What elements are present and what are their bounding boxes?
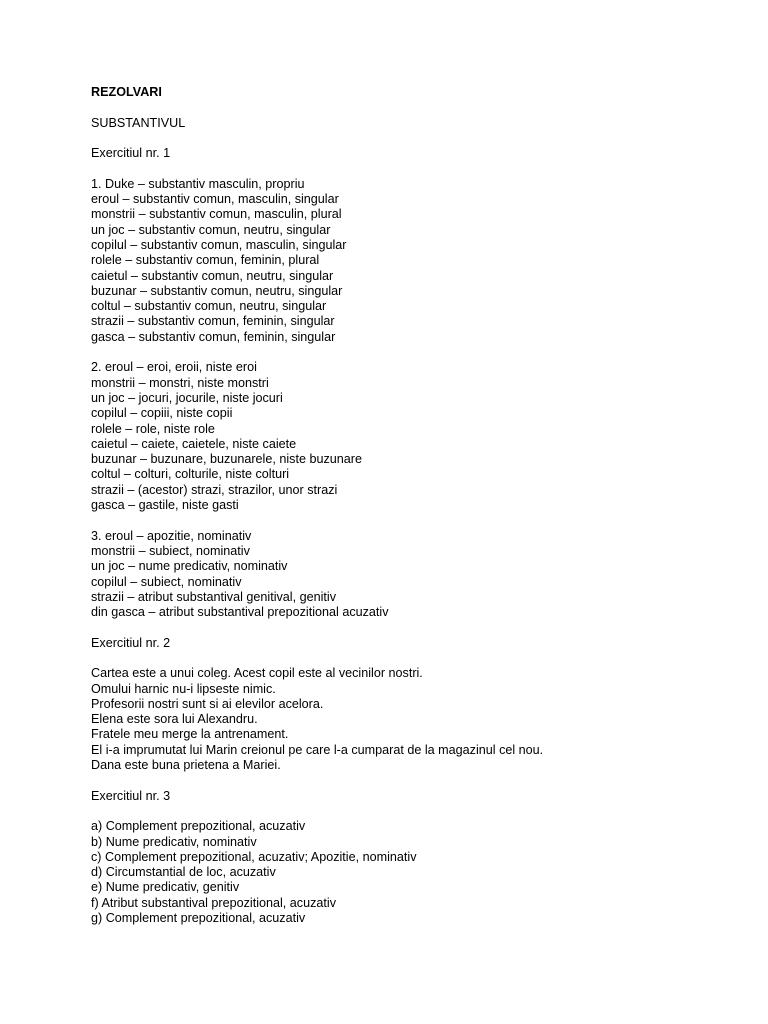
- exercise-2-answers: [91, 666, 751, 773]
- answer-line: Cartea este a unui coleg. Acest copil este al vecinilor nostri.: [91, 666, 423, 681]
- exercise-1-part-3: [91, 529, 751, 621]
- answer-line: caietul – caiete, caietele, niste caiete: [91, 436, 297, 451]
- answer-line: coltul – substantiv comun, neutru, singular: [91, 299, 327, 314]
- answer-line: c) Complement prepozitional, acuzativ; Apozitie, nominativ: [91, 849, 417, 864]
- answer-line: 2. eroul – eroi, eroii, niste eroi: [91, 360, 257, 375]
- answer-line: 1. Duke – substantiv masculin, propriu: [91, 176, 305, 191]
- spacer: [91, 773, 751, 788]
- answer-line: copilul – substantiv comun, masculin, singular: [91, 237, 347, 252]
- section-heading: SUBSTANTIVUL: [91, 115, 186, 130]
- answer-line: caietul – substantiv comun, neutru, singular: [91, 268, 334, 283]
- exercise-3-heading: Exercitiul nr. 3: [91, 788, 171, 803]
- spacer: [91, 131, 751, 146]
- answer-line: Elena este sora lui Alexandru.: [91, 712, 258, 727]
- answer-line: un joc – substantiv comun, neutru, singular: [91, 222, 331, 237]
- answer-line: Fratele meu merge la antrenament.: [91, 727, 289, 742]
- exercise-3-answers: [91, 819, 751, 926]
- exercise-2-heading: Exercitiul nr. 2: [91, 635, 171, 650]
- answer-line: b) Nume predicativ, nominativ: [91, 834, 257, 849]
- answer-line: buzunar – buzunare, buzunarele, niste buzunare: [91, 452, 362, 467]
- answer-line: 3. eroul – apozitie, nominativ: [91, 528, 252, 543]
- document-title: REZOLVARI: [91, 85, 162, 99]
- answer-line: un joc – nume predicativ, nominativ: [91, 559, 288, 574]
- exercise-1-part-2: [91, 360, 751, 513]
- answer-line: strazii – atribut substantival genitival, genitiv: [91, 589, 337, 604]
- answer-line: g) Complement prepozitional, acuzativ: [91, 911, 306, 926]
- spacer: [91, 620, 751, 635]
- answer-line: buzunar – substantiv comun, neutru, singular: [91, 283, 343, 298]
- answer-line: rolele – role, niste role: [91, 421, 215, 436]
- answer-line: rolele – substantiv comun, feminin, plural: [91, 253, 320, 268]
- answer-line: coltul – colturi, colturile, niste colturi: [91, 467, 290, 482]
- exercise-1-heading: Exercitiul nr. 1: [91, 146, 171, 161]
- answer-line: Dana este buna prietena a Mariei.: [91, 758, 281, 773]
- spacer: [91, 804, 751, 819]
- answer-line: gasca – substantiv comun, feminin, singular: [91, 329, 336, 344]
- answer-line: copilul – copiii, niste copii: [91, 406, 233, 421]
- answer-line: Profesorii nostri sunt si ai elevilor acelora.: [91, 696, 324, 711]
- answer-line: copilul – subiect, nominativ: [91, 574, 242, 589]
- answer-line: eroul – substantiv comun, masculin, singular: [91, 192, 339, 207]
- answer-line: El i-a imprumutat lui Marin creionul pe care l-a cumparat de la magazinul cel nou.: [91, 742, 544, 757]
- answer-line: f) Atribut substantival prepozitional, acuzativ: [91, 895, 337, 910]
- answer-line: gasca – gastile, niste gasti: [91, 498, 239, 513]
- answer-line: strazii – substantiv comun, feminin, singular: [91, 314, 335, 329]
- answer-line: d) Circumstantial de loc, acuzativ: [91, 865, 276, 880]
- answer-line: a) Complement prepozitional, acuzativ: [91, 819, 306, 834]
- answer-line: Omului harnic nu-i lipseste nimic.: [91, 681, 276, 696]
- document-page: [91, 85, 751, 926]
- answer-line: strazii – (acestor) strazi, strazilor, unor strazi: [91, 482, 338, 497]
- spacer: [91, 161, 751, 176]
- answer-line: e) Nume predicativ, genitiv: [91, 880, 240, 895]
- answer-line: din gasca – atribut substantival prepozitional acuzativ: [91, 605, 389, 620]
- answer-line: un joc – jocuri, jocurile, niste jocuri: [91, 390, 283, 405]
- spacer: [91, 513, 751, 528]
- answer-line: monstrii – subiect, nominativ: [91, 543, 250, 558]
- spacer: [91, 651, 751, 666]
- answer-line: monstrii – monstri, niste monstri: [91, 375, 269, 390]
- answer-line: monstrii – substantiv comun, masculin, plural: [91, 207, 342, 222]
- exercise-1-part-1: [91, 177, 751, 345]
- spacer: [91, 345, 751, 360]
- spacer: [91, 100, 751, 115]
